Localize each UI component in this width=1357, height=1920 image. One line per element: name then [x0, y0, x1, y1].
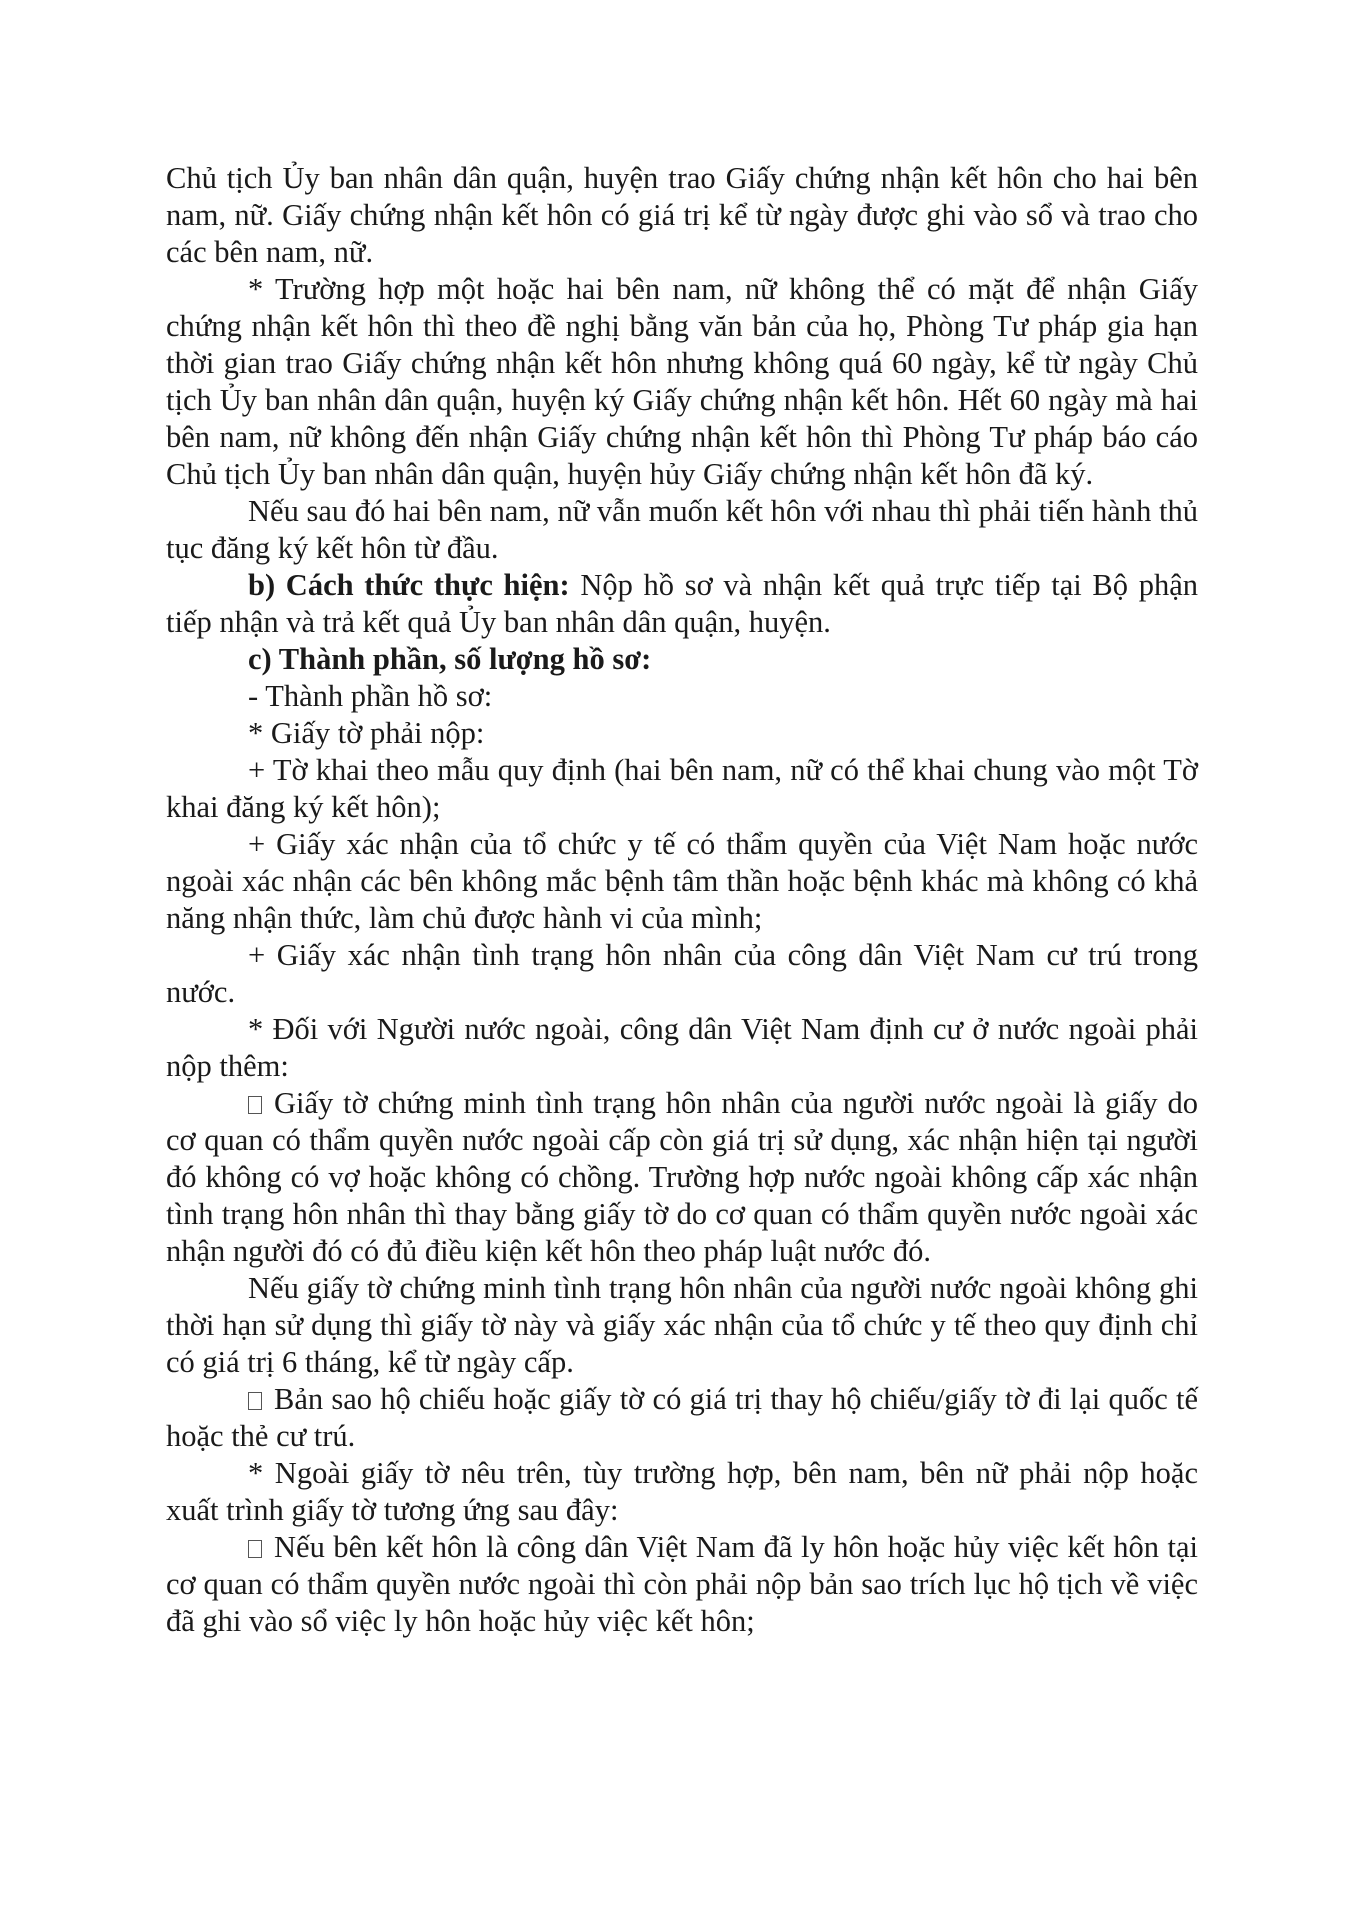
heading-c: c) Thành phần, số lượng hồ sơ:	[248, 642, 652, 676]
paragraph-16-text: Nếu bên kết hôn là công dân Việt Nam đã ly hôn hoặc hủy việc kết hôn tại cơ quan có thẩm quyền nước ngoài thì còn phải nộp bản sao trích lục hộ tịch về việc đã ghi vào sổ việc ly hôn hoặc hủy việc kết hôn;	[166, 1530, 1198, 1638]
paragraph-2: * Trường hợp một hoặc hai bên nam, nữ không thể có mặt để nhận Giấy chứng nhận kết hôn thì theo đề nghị bằng văn bản của họ, Phòng Tư pháp gia hạn thời gian trao Giấy chứng nhận kết hôn nhưng không quá 60 ngày, kể từ ngày Chủ tịch Ủy ban nhân dân quận, huyện ký Giấy chứng nhận kết hôn. Hết 60 ngày mà hai bên nam, nữ không đến nhận Giấy chứng nhận kết hôn thì Phòng Tư pháp báo cáo Chủ tịch Ủy ban nhân dân quận, huyện hủy Giấy chứng nhận kết hôn đã ký.	[166, 272, 1198, 491]
missing-glyph-icon	[248, 1540, 262, 1558]
paragraph-13: Nếu giấy tờ chứng minh tình trạng hôn nhân của người nước ngoài không ghi thời hạn sử dụng thì giấy tờ này và giấy xác nhận của tổ chức y tế theo quy định chỉ có giá trị 6 tháng, kể từ ngày cấp.	[166, 1271, 1198, 1379]
paragraph-3: Nếu sau đó hai bên nam, nữ vẫn muốn kết hôn với nhau thì phải tiến hành thủ tục đăng ký kết hôn từ đầu.	[166, 494, 1198, 565]
paragraph-b-method	[166, 567, 1198, 641]
paragraph-6: - Thành phần hồ sơ:	[248, 679, 493, 713]
paragraph-7: * Giấy tờ phải nộp:	[248, 716, 485, 750]
paragraph-16	[166, 1529, 1198, 1640]
missing-glyph-icon	[248, 1392, 262, 1410]
paragraph-15: * Ngoài giấy tờ nêu trên, tùy trường hợp, bên nam, bên nữ phải nộp hoặc xuất trình giấy tờ tương ứng sau đây:	[166, 1456, 1198, 1527]
paragraph-14	[166, 1381, 1198, 1455]
document-body	[166, 160, 1198, 1640]
paragraph-12-text: Giấy tờ chứng minh tình trạng hôn nhân của người nước ngoài là giấy do cơ quan có thẩm quyền nước ngoài cấp còn giá trị sử dụng, xác nhận hiện tại người đó không có vợ hoặc không có chồng. Trường hợp nước ngoài không cấp xác nhận tình trạng hôn nhân thì thay bằng giấy tờ do cơ quan có thẩm quyền nước ngoài xác nhận người đó có đủ điều kiện kết hôn theo pháp luật nước đó.	[166, 1086, 1198, 1268]
paragraph-8: + Tờ khai theo mẫu quy định (hai bên nam, nữ có thể khai chung vào một Tờ khai đăng ký kết hôn);	[166, 753, 1198, 824]
paragraph-10: + Giấy xác nhận tình trạng hôn nhân của công dân Việt Nam cư trú trong nước.	[166, 938, 1198, 1009]
paragraph-9: + Giấy xác nhận của tổ chức y tế có thẩm quyền của Việt Nam hoặc nước ngoài xác nhận các bên không mắc bệnh tâm thần hoặc bệnh khác mà không có khả năng nhận thức, làm chủ được hành vi của mình;	[166, 827, 1198, 935]
paragraph-12	[166, 1085, 1198, 1270]
paragraph-b-text: Nộp hồ sơ và nhận kết quả trực tiếp tại Bộ phận tiếp nhận và trả kết quả Ủy ban nhân dân quận, huyện.	[166, 568, 1198, 639]
heading-b: b) Cách thức thực hiện:	[248, 568, 570, 602]
paragraph-14-text: Bản sao hộ chiếu hoặc giấy tờ có giá trị thay hộ chiếu/giấy tờ đi lại quốc tế hoặc thẻ cư trú.	[166, 1382, 1198, 1453]
paragraph-11: * Đối với Người nước ngoài, công dân Việt Nam định cư ở nước ngoài phải nộp thêm:	[166, 1012, 1198, 1083]
paragraph-1: Chủ tịch Ủy ban nhân dân quận, huyện trao Giấy chứng nhận kết hôn cho hai bên nam, nữ. Giấy chứng nhận kết hôn có giá trị kể từ ngày được ghi vào sổ và trao cho các bên nam, nữ.	[166, 161, 1198, 269]
missing-glyph-icon	[248, 1096, 262, 1114]
